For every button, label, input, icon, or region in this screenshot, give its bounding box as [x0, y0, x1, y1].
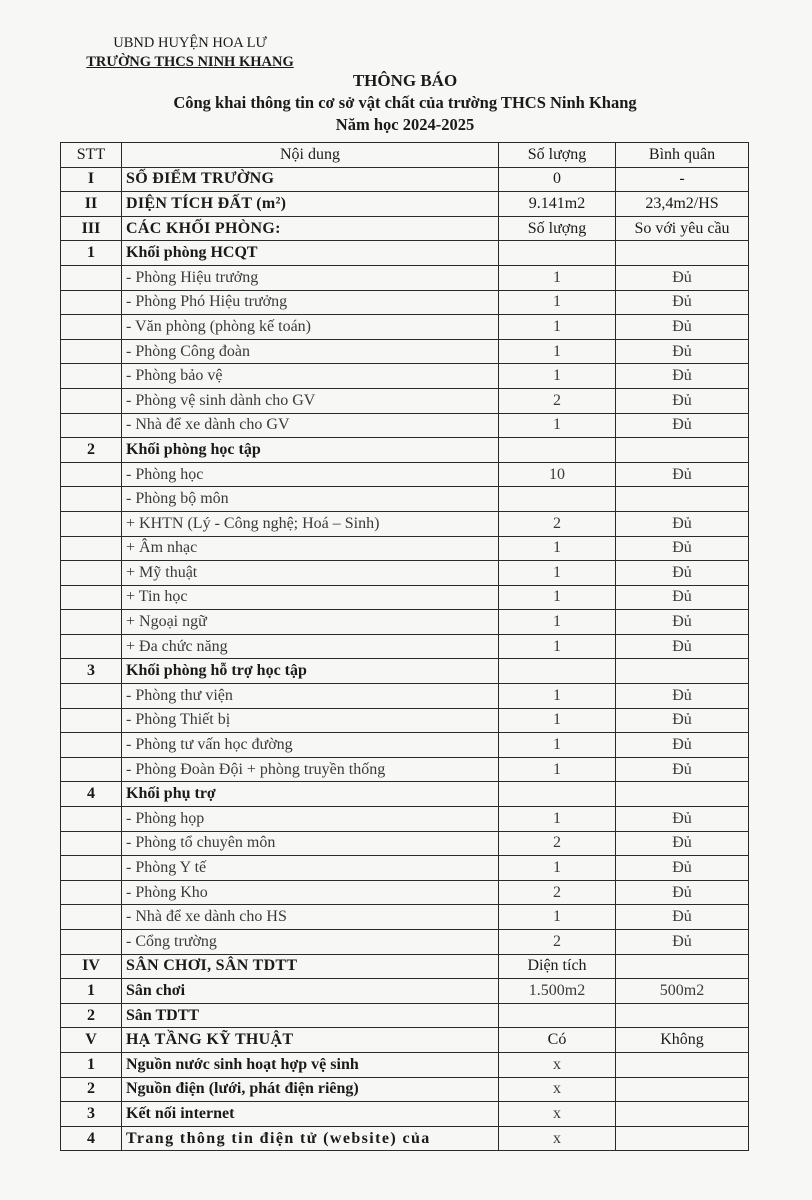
table-row: [61, 1028, 749, 1053]
cell-content: - Văn phòng (phòng kế toán): [122, 315, 499, 340]
table-row: [61, 364, 749, 389]
cell-average: Đủ: [616, 880, 749, 905]
cell-average: [616, 487, 749, 512]
cell-average: [616, 1003, 749, 1028]
cell-stt: [61, 462, 122, 487]
cell-content: - Cổng trường: [122, 930, 499, 955]
cell-quantity: 2: [499, 831, 616, 856]
cell-average: Đủ: [616, 930, 749, 955]
cell-quantity: 1: [499, 364, 616, 389]
table-row: [61, 979, 749, 1004]
cell-quantity: 1: [499, 315, 616, 340]
cell-quantity: 1: [499, 807, 616, 832]
cell-quantity: 1: [499, 757, 616, 782]
cell-stt: [61, 487, 122, 512]
cell-average: [616, 1102, 749, 1127]
table-row: [61, 634, 749, 659]
cell-content: + Âm nhạc: [122, 536, 499, 561]
cell-content: CÁC KHỐI PHÒNG:: [122, 216, 499, 241]
cell-content: Khối phòng học tập: [122, 438, 499, 463]
table-row: [61, 782, 749, 807]
cell-quantity: 10: [499, 462, 616, 487]
cell-stt: IV: [61, 954, 122, 979]
cell-quantity: x: [499, 1102, 616, 1127]
cell-average: Đủ: [616, 610, 749, 635]
cell-stt: 3: [61, 1102, 122, 1127]
table-row: [61, 1003, 749, 1028]
cell-average: [616, 241, 749, 266]
cell-quantity: 9.141m2: [499, 192, 616, 217]
column-header-quantity: Số lượng: [499, 143, 616, 168]
cell-average: 500m2: [616, 979, 749, 1004]
cell-stt: 2: [61, 1003, 122, 1028]
cell-stt: 2: [61, 1077, 122, 1102]
cell-stt: I: [61, 167, 122, 192]
table-body: [61, 167, 749, 1151]
table-row: [61, 339, 749, 364]
cell-content: + Ngoại ngữ: [122, 610, 499, 635]
table-row: [61, 905, 749, 930]
cell-average: Đủ: [616, 339, 749, 364]
cell-average: [616, 1126, 749, 1151]
cell-stt: [61, 831, 122, 856]
cell-stt: [61, 905, 122, 930]
cell-stt: [61, 388, 122, 413]
cell-average: [616, 1052, 749, 1077]
school-name: TRƯỜNG THCS NINH KHANG: [86, 54, 294, 70]
cell-stt: [61, 265, 122, 290]
cell-quantity: 1: [499, 708, 616, 733]
cell-stt: [61, 339, 122, 364]
cell-content: HẠ TẦNG KỸ THUẬT: [122, 1028, 499, 1053]
table-row: [61, 265, 749, 290]
cell-content: - Phòng bộ môn: [122, 487, 499, 512]
cell-average: Đủ: [616, 757, 749, 782]
cell-quantity: [499, 659, 616, 684]
facilities-table: [60, 142, 749, 1151]
cell-stt: [61, 364, 122, 389]
cell-quantity: 1: [499, 339, 616, 364]
cell-stt: [61, 930, 122, 955]
cell-content: - Nhà để xe dành cho GV: [122, 413, 499, 438]
cell-content: - Phòng tổ chuyên môn: [122, 831, 499, 856]
cell-content: - Phòng bảo vệ: [122, 364, 499, 389]
cell-average: Đủ: [616, 733, 749, 758]
cell-stt: [61, 634, 122, 659]
table-row: [61, 561, 749, 586]
cell-stt: [61, 684, 122, 709]
column-header-stt: STT: [61, 143, 122, 168]
cell-average: Đủ: [616, 413, 749, 438]
cell-stt: V: [61, 1028, 122, 1053]
cell-quantity: [499, 1003, 616, 1028]
cell-average: Đủ: [616, 831, 749, 856]
cell-content: - Phòng Phó Hiệu trưởng: [122, 290, 499, 315]
table-row: [61, 413, 749, 438]
cell-quantity: 1: [499, 265, 616, 290]
table-row: [61, 585, 749, 610]
table-row: [61, 241, 749, 266]
table-header-row: [61, 143, 749, 168]
cell-average: Đủ: [616, 511, 749, 536]
cell-average: [616, 954, 749, 979]
cell-stt: [61, 708, 122, 733]
column-header-average: Bình quân: [616, 143, 749, 168]
cell-average: [616, 1077, 749, 1102]
table-row: [61, 733, 749, 758]
cell-quantity: [499, 487, 616, 512]
cell-stt: 1: [61, 979, 122, 1004]
cell-stt: [61, 511, 122, 536]
cell-average: Đủ: [616, 708, 749, 733]
table-row: [61, 315, 749, 340]
cell-quantity: 1: [499, 610, 616, 635]
cell-quantity: 1: [499, 856, 616, 881]
cell-stt: [61, 807, 122, 832]
cell-average: Đủ: [616, 856, 749, 881]
cell-content: - Nhà để xe dành cho HS: [122, 905, 499, 930]
table-row: [61, 954, 749, 979]
cell-average: Đủ: [616, 315, 749, 340]
title-subtitle: Công khai thông tin cơ sở vật chất của trường THCS Ninh Khang: [173, 93, 637, 112]
cell-quantity: Có: [499, 1028, 616, 1053]
cell-stt: 4: [61, 782, 122, 807]
cell-average: [616, 659, 749, 684]
cell-average: Đủ: [616, 462, 749, 487]
cell-stt: 3: [61, 659, 122, 684]
cell-content: - Phòng tư vấn học đường: [122, 733, 499, 758]
cell-content: + Tin học: [122, 585, 499, 610]
cell-quantity: 1: [499, 905, 616, 930]
cell-quantity: 1: [499, 536, 616, 561]
cell-stt: 4: [61, 1126, 122, 1151]
table-row: [61, 462, 749, 487]
cell-content: Trang thông tin điện tử (website) của: [122, 1126, 499, 1151]
cell-stt: [61, 856, 122, 881]
table-row: [61, 684, 749, 709]
cell-quantity: x: [499, 1052, 616, 1077]
cell-average: Đủ: [616, 388, 749, 413]
cell-content: - Phòng Thiết bị: [122, 708, 499, 733]
cell-content: - Phòng Đoàn Đội + phòng truyền thống: [122, 757, 499, 782]
cell-stt: [61, 561, 122, 586]
cell-content: Kết nối internet: [122, 1102, 499, 1127]
table-row: [61, 610, 749, 635]
cell-content: SÂN CHƠI, SÂN TDTT: [122, 954, 499, 979]
cell-average: Đủ: [616, 265, 749, 290]
table-row: [61, 487, 749, 512]
table-row: [61, 856, 749, 881]
table-row: [61, 880, 749, 905]
cell-stt: [61, 610, 122, 635]
cell-content: - Phòng Công đoàn: [122, 339, 499, 364]
cell-content: - Phòng Hiệu trưởng: [122, 265, 499, 290]
cell-quantity: 1: [499, 585, 616, 610]
cell-stt: [61, 315, 122, 340]
column-header-content: Nội dung: [122, 143, 499, 168]
cell-average: Đủ: [616, 585, 749, 610]
table-row: [61, 659, 749, 684]
cell-quantity: 1: [499, 413, 616, 438]
document-title: [60, 70, 750, 136]
cell-average: [616, 782, 749, 807]
title-year: Năm học 2024-2025: [335, 115, 475, 134]
cell-content: Nguồn nước sinh hoạt hợp vệ sinh: [122, 1052, 499, 1077]
table-row: [61, 438, 749, 463]
cell-stt: [61, 290, 122, 315]
cell-quantity: 1: [499, 561, 616, 586]
cell-quantity: [499, 241, 616, 266]
cell-quantity: 1.500m2: [499, 979, 616, 1004]
table-row: [61, 1126, 749, 1151]
cell-content: - Phòng vệ sinh dành cho GV: [122, 388, 499, 413]
cell-stt: 1: [61, 1052, 122, 1077]
table-row: [61, 930, 749, 955]
cell-stt: [61, 585, 122, 610]
cell-content: + Đa chức năng: [122, 634, 499, 659]
cell-content: Khối phòng HCQT: [122, 241, 499, 266]
cell-quantity: Số lượng: [499, 216, 616, 241]
cell-average: Đủ: [616, 536, 749, 561]
cell-stt: [61, 757, 122, 782]
cell-average: [616, 438, 749, 463]
cell-quantity: 2: [499, 930, 616, 955]
table-row: [61, 536, 749, 561]
cell-stt: [61, 413, 122, 438]
cell-content: - Phòng Y tế: [122, 856, 499, 881]
cell-average: Không: [616, 1028, 749, 1053]
cell-stt: 1: [61, 241, 122, 266]
cell-average: Đủ: [616, 905, 749, 930]
cell-quantity: [499, 438, 616, 463]
cell-average: Đủ: [616, 634, 749, 659]
org-name: UBND HUYỆN HOA LƯ: [113, 35, 267, 51]
table-row: [61, 216, 749, 241]
table-row: [61, 831, 749, 856]
table-row: [61, 708, 749, 733]
cell-stt: 2: [61, 438, 122, 463]
table-row: [61, 757, 749, 782]
cell-quantity: x: [499, 1077, 616, 1102]
cell-quantity: [499, 782, 616, 807]
cell-content: - Phòng Kho: [122, 880, 499, 905]
cell-quantity: 1: [499, 634, 616, 659]
header-organization: [60, 34, 320, 72]
cell-quantity: 1: [499, 684, 616, 709]
cell-stt: [61, 880, 122, 905]
cell-quantity: Diện tích: [499, 954, 616, 979]
cell-content: Sân TDTT: [122, 1003, 499, 1028]
cell-stt: III: [61, 216, 122, 241]
cell-quantity: 2: [499, 388, 616, 413]
cell-quantity: x: [499, 1126, 616, 1151]
cell-content: + KHTN (Lý - Công nghệ; Hoá – Sinh): [122, 511, 499, 536]
title-main: THÔNG BÁO: [352, 71, 458, 90]
cell-quantity: 1: [499, 290, 616, 315]
table-row: [61, 511, 749, 536]
cell-stt: [61, 536, 122, 561]
cell-average: Đủ: [616, 684, 749, 709]
table-row: [61, 1102, 749, 1127]
table-row: [61, 807, 749, 832]
cell-content: Khối phòng hỗ trợ học tập: [122, 659, 499, 684]
table-row: [61, 1052, 749, 1077]
cell-content: + Mỹ thuật: [122, 561, 499, 586]
table-row: [61, 290, 749, 315]
cell-content: - Phòng học: [122, 462, 499, 487]
cell-content: DIỆN TÍCH ĐẤT (m²): [122, 192, 499, 217]
cell-quantity: 2: [499, 880, 616, 905]
cell-average: Đủ: [616, 561, 749, 586]
cell-content: Nguồn điện (lưới, phát điện riêng): [122, 1077, 499, 1102]
cell-average: 23,4m2/HS: [616, 192, 749, 217]
cell-content: Khối phụ trợ: [122, 782, 499, 807]
cell-average: Đủ: [616, 364, 749, 389]
cell-quantity: 1: [499, 733, 616, 758]
cell-quantity: 2: [499, 511, 616, 536]
cell-average: Đủ: [616, 807, 749, 832]
cell-content: Sân chơi: [122, 979, 499, 1004]
cell-content: - Phòng thư viện: [122, 684, 499, 709]
cell-quantity: 0: [499, 167, 616, 192]
cell-stt: II: [61, 192, 122, 217]
table-row: [61, 192, 749, 217]
cell-average: So với yêu cầu: [616, 216, 749, 241]
cell-content: SỐ ĐIỂM TRƯỜNG: [122, 167, 499, 192]
table-row: [61, 1077, 749, 1102]
cell-average: Đủ: [616, 290, 749, 315]
table-row: [61, 167, 749, 192]
cell-average: -: [616, 167, 749, 192]
cell-content: - Phòng họp: [122, 807, 499, 832]
table-row: [61, 388, 749, 413]
cell-stt: [61, 733, 122, 758]
